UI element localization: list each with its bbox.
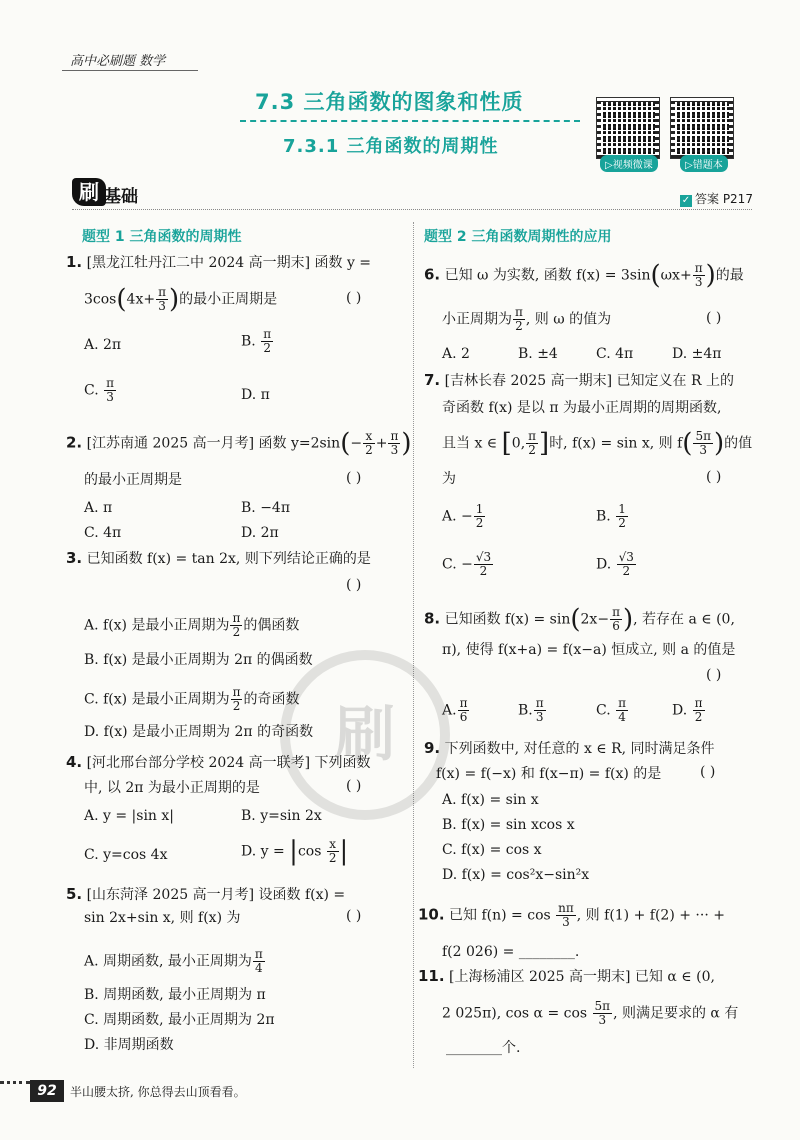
q6-line2: 小正周期为 $\frac{\pi}{2}$ , 则 ω 的值为 <box>442 305 612 333</box>
q1-line2: 3cos(4x+ $\frac{\pi}{3}$ )的最小正周期是 <box>84 284 278 315</box>
q3-option-d[interactable]: D. f(x) 是最小正周期为 2π 的奇函数 <box>84 724 314 740</box>
q9-option-d[interactable]: D. f(x) = cos²x−sin²x <box>442 867 590 883</box>
q3-option-c[interactable]: C. f(x) 是最小正周期为 $\frac{\pi}{2}$ 的奇函数 <box>84 685 300 713</box>
q2-answer-paren[interactable]: ( ) <box>346 470 362 486</box>
q5-answer-paren[interactable]: ( ) <box>346 908 362 924</box>
qr-code-errors[interactable] <box>670 97 734 159</box>
answer-reference: ✓ 答案 P217 <box>681 192 753 206</box>
left-section-heading: 题型 1 三角函数的周期性 <box>82 229 242 245</box>
q3-option-b[interactable]: B. f(x) 是最小正周期为 2π 的偶函数 <box>84 652 313 668</box>
q7-line3: 且当 x ∈ [0, $\frac{\pi}{2}$ ]时, f(x) = sin x, 则 f( $\frac{5\pi}{3}$ )的值 <box>442 428 753 459</box>
column-divider <box>413 222 414 1068</box>
q6-option-b[interactable]: B. ±4 <box>518 346 558 362</box>
q4-option-a[interactable]: A. y = |sin x| <box>84 808 175 824</box>
page-number: 92 <box>30 1080 64 1102</box>
q5-option-c[interactable]: C. 周期函数, 最小正周期为 2π <box>84 1012 275 1028</box>
footer-motto: 半山腰太挤, 你总得去山顶看看。 <box>70 1085 246 1099</box>
q4-option-b[interactable]: B. y=sin 2x <box>241 808 322 824</box>
q2-option-b[interactable]: B. −4π <box>241 500 291 516</box>
basics-badge <box>72 178 150 206</box>
check-icon: ✓ <box>681 195 691 206</box>
q2-line2: 的最小正周期是 <box>84 472 182 488</box>
q9-option-b[interactable]: B. f(x) = sin xcos x <box>442 817 575 833</box>
q7-option-b[interactable]: B. $\frac{1}{2}$ <box>596 502 626 530</box>
right-section-heading: 题型 2 三角函数周期性的应用 <box>424 229 612 245</box>
badge-label: 基础 <box>104 187 138 207</box>
q5-line2: sin 2x+sin x, 则 f(x) 为 <box>84 910 241 926</box>
q5-option-d[interactable]: D. 非周期函数 <box>84 1037 174 1053</box>
q2-line1: 2. [江苏南通 2025 高一月考] 函数 y=2sin(− $\frac{x}{2}$ + $\frac{\pi}{3}$ ) <box>66 428 412 459</box>
q7-option-c[interactable]: C. − $\frac{√3}{2}$ <box>442 550 492 578</box>
q7-line4: 为 <box>442 471 456 487</box>
qr-code-video[interactable] <box>596 97 660 159</box>
q1-line1: 1. [黑龙江牡丹江二中 2024 高一期末] 函数 y = <box>66 253 372 271</box>
q4-option-d[interactable]: D. y = |cos $\frac{x}{2}$ | <box>241 836 349 867</box>
q11-line1: 11. [上海杨浦区 2025 高一期末] 已知 α ∈ (0, <box>418 967 715 985</box>
q8-line1: 8. 已知函数 f(x) = sin(2x− $\frac{\pi}{6}$ ), 若存在 a ∈ (0, <box>424 604 735 635</box>
q6-answer-paren[interactable]: ( ) <box>706 310 722 326</box>
title-divider <box>240 120 580 122</box>
qr-caption-video: ▷视频微课 <box>600 155 658 172</box>
q1-answer-paren[interactable]: ( ) <box>346 290 362 306</box>
q7-answer-paren[interactable]: ( ) <box>706 469 722 485</box>
q7-option-a[interactable]: A. − $\frac{1}{2}$ <box>442 502 484 530</box>
q7-line1: 7. [吉林长春 2025 高一期末] 已知定义在 R 上的 <box>424 371 734 389</box>
q6-option-c[interactable]: C. 4π <box>596 346 634 362</box>
frac: $\frac{\pi}{3}$ <box>158 285 166 313</box>
q9-line2: f(x) = f(−x) 和 f(x−π) = f(x) 的是 <box>436 766 662 782</box>
q8-answer-paren[interactable]: ( ) <box>706 667 722 683</box>
q5-option-a[interactable]: A. 周期函数, 最小正周期为 $\frac{\pi}{4}$ <box>84 947 263 975</box>
q3-line1: 3. 已知函数 f(x) = tan 2x, 则下列结论正确的是 <box>66 549 371 567</box>
q8-option-a[interactable]: A. $\frac{\pi}{6}$ <box>442 696 468 724</box>
q8-option-c[interactable]: C. $\frac{\pi}{4}$ <box>596 696 627 724</box>
section-title: 7.3 三角函数的图象和性质 <box>255 90 524 114</box>
q3-answer-paren[interactable]: ( ) <box>346 577 362 593</box>
q9-option-a[interactable]: A. f(x) = sin x <box>442 792 539 808</box>
q6-line1: 6. 已知 ω 为实数, 函数 f(x) = 3sin(ωx+ $\frac{\pi}{3}$ )的最 <box>424 260 744 291</box>
q2-option-d[interactable]: D. 2π <box>241 525 279 541</box>
qr-caption-errors: ▷错题本 <box>680 155 728 172</box>
q11-line2: 2 025π), cos α = cos $\frac{5\pi}{3}$ , 则满足要求的 α 有 <box>442 999 739 1027</box>
q8-option-b[interactable]: B. $\frac{\pi}{3}$ <box>518 696 544 724</box>
q9-option-c[interactable]: C. f(x) = cos x <box>442 842 542 858</box>
q9-answer-paren[interactable]: ( ) <box>700 764 716 780</box>
q2-option-c[interactable]: C. 4π <box>84 525 122 541</box>
q5-line1: 5. [山东菏泽 2025 高一月考] 设函数 f(x) = <box>66 885 346 903</box>
q6-option-d[interactable]: D. ±4π <box>672 346 722 362</box>
q8-line2: π), 使得 f(x+a) = f(x−a) 恒成立, 则 a 的值是 <box>442 642 736 658</box>
q9-line1: 9. 下列函数中, 对任意的 x ∈ R, 同时满足条件 <box>424 739 715 757</box>
q1-option-a[interactable]: A. 2π <box>84 337 122 353</box>
q5-option-b[interactable]: B. 周期函数, 最小正周期为 π <box>84 987 266 1003</box>
q8-option-d[interactable]: D. $\frac{\pi}{2}$ <box>672 696 703 724</box>
q1-option-c[interactable]: C. $\frac{\pi}{3}$ <box>84 376 115 404</box>
q3-option-a[interactable]: A. f(x) 是最小正周期为 $\frac{\pi}{2}$ 的偶函数 <box>84 611 300 639</box>
q4-line2: 中, 以 2π 为最小正周期的是 <box>84 780 260 796</box>
footer-dots <box>0 1081 30 1084</box>
q7-line2: 奇函数 f(x) 是以 π 为最小正周期的周期函数, <box>442 400 722 416</box>
q4-answer-paren[interactable]: ( ) <box>346 778 362 794</box>
q1-option-d[interactable]: D. π <box>241 387 270 403</box>
q2-option-a[interactable]: A. π <box>84 500 113 516</box>
header-rule <box>62 70 198 71</box>
q4-line1: 4. [河北邢台部分学校 2024 高一联考] 下列函数 <box>66 753 371 771</box>
q6-option-a[interactable]: A. 2 <box>442 346 470 362</box>
watermark-logo: 刷 <box>280 650 450 820</box>
q10-answer-blank[interactable]: f(2 026) = ________. <box>442 944 580 960</box>
book-header: 高中必刷题 数学 <box>70 54 166 69</box>
brush-glyph: 刷 <box>72 178 106 206</box>
q10-line1: 10. 已知 f(n) = cos $\frac{n\pi}{3}$ , 则 f(1) + f(2) + ··· + <box>418 901 725 929</box>
q4-option-c[interactable]: C. y=cos 4x <box>84 847 168 863</box>
subsection-title: 7.3.1 三角函数的周期性 <box>283 136 499 157</box>
badge-rule <box>72 209 752 210</box>
q7-option-d[interactable]: D. $\frac{√3}{2}$ <box>596 550 634 578</box>
q1-option-b[interactable]: B. $\frac{\pi}{2}$ <box>241 327 272 355</box>
q11-answer-blank[interactable]: ________个. <box>446 1040 521 1056</box>
